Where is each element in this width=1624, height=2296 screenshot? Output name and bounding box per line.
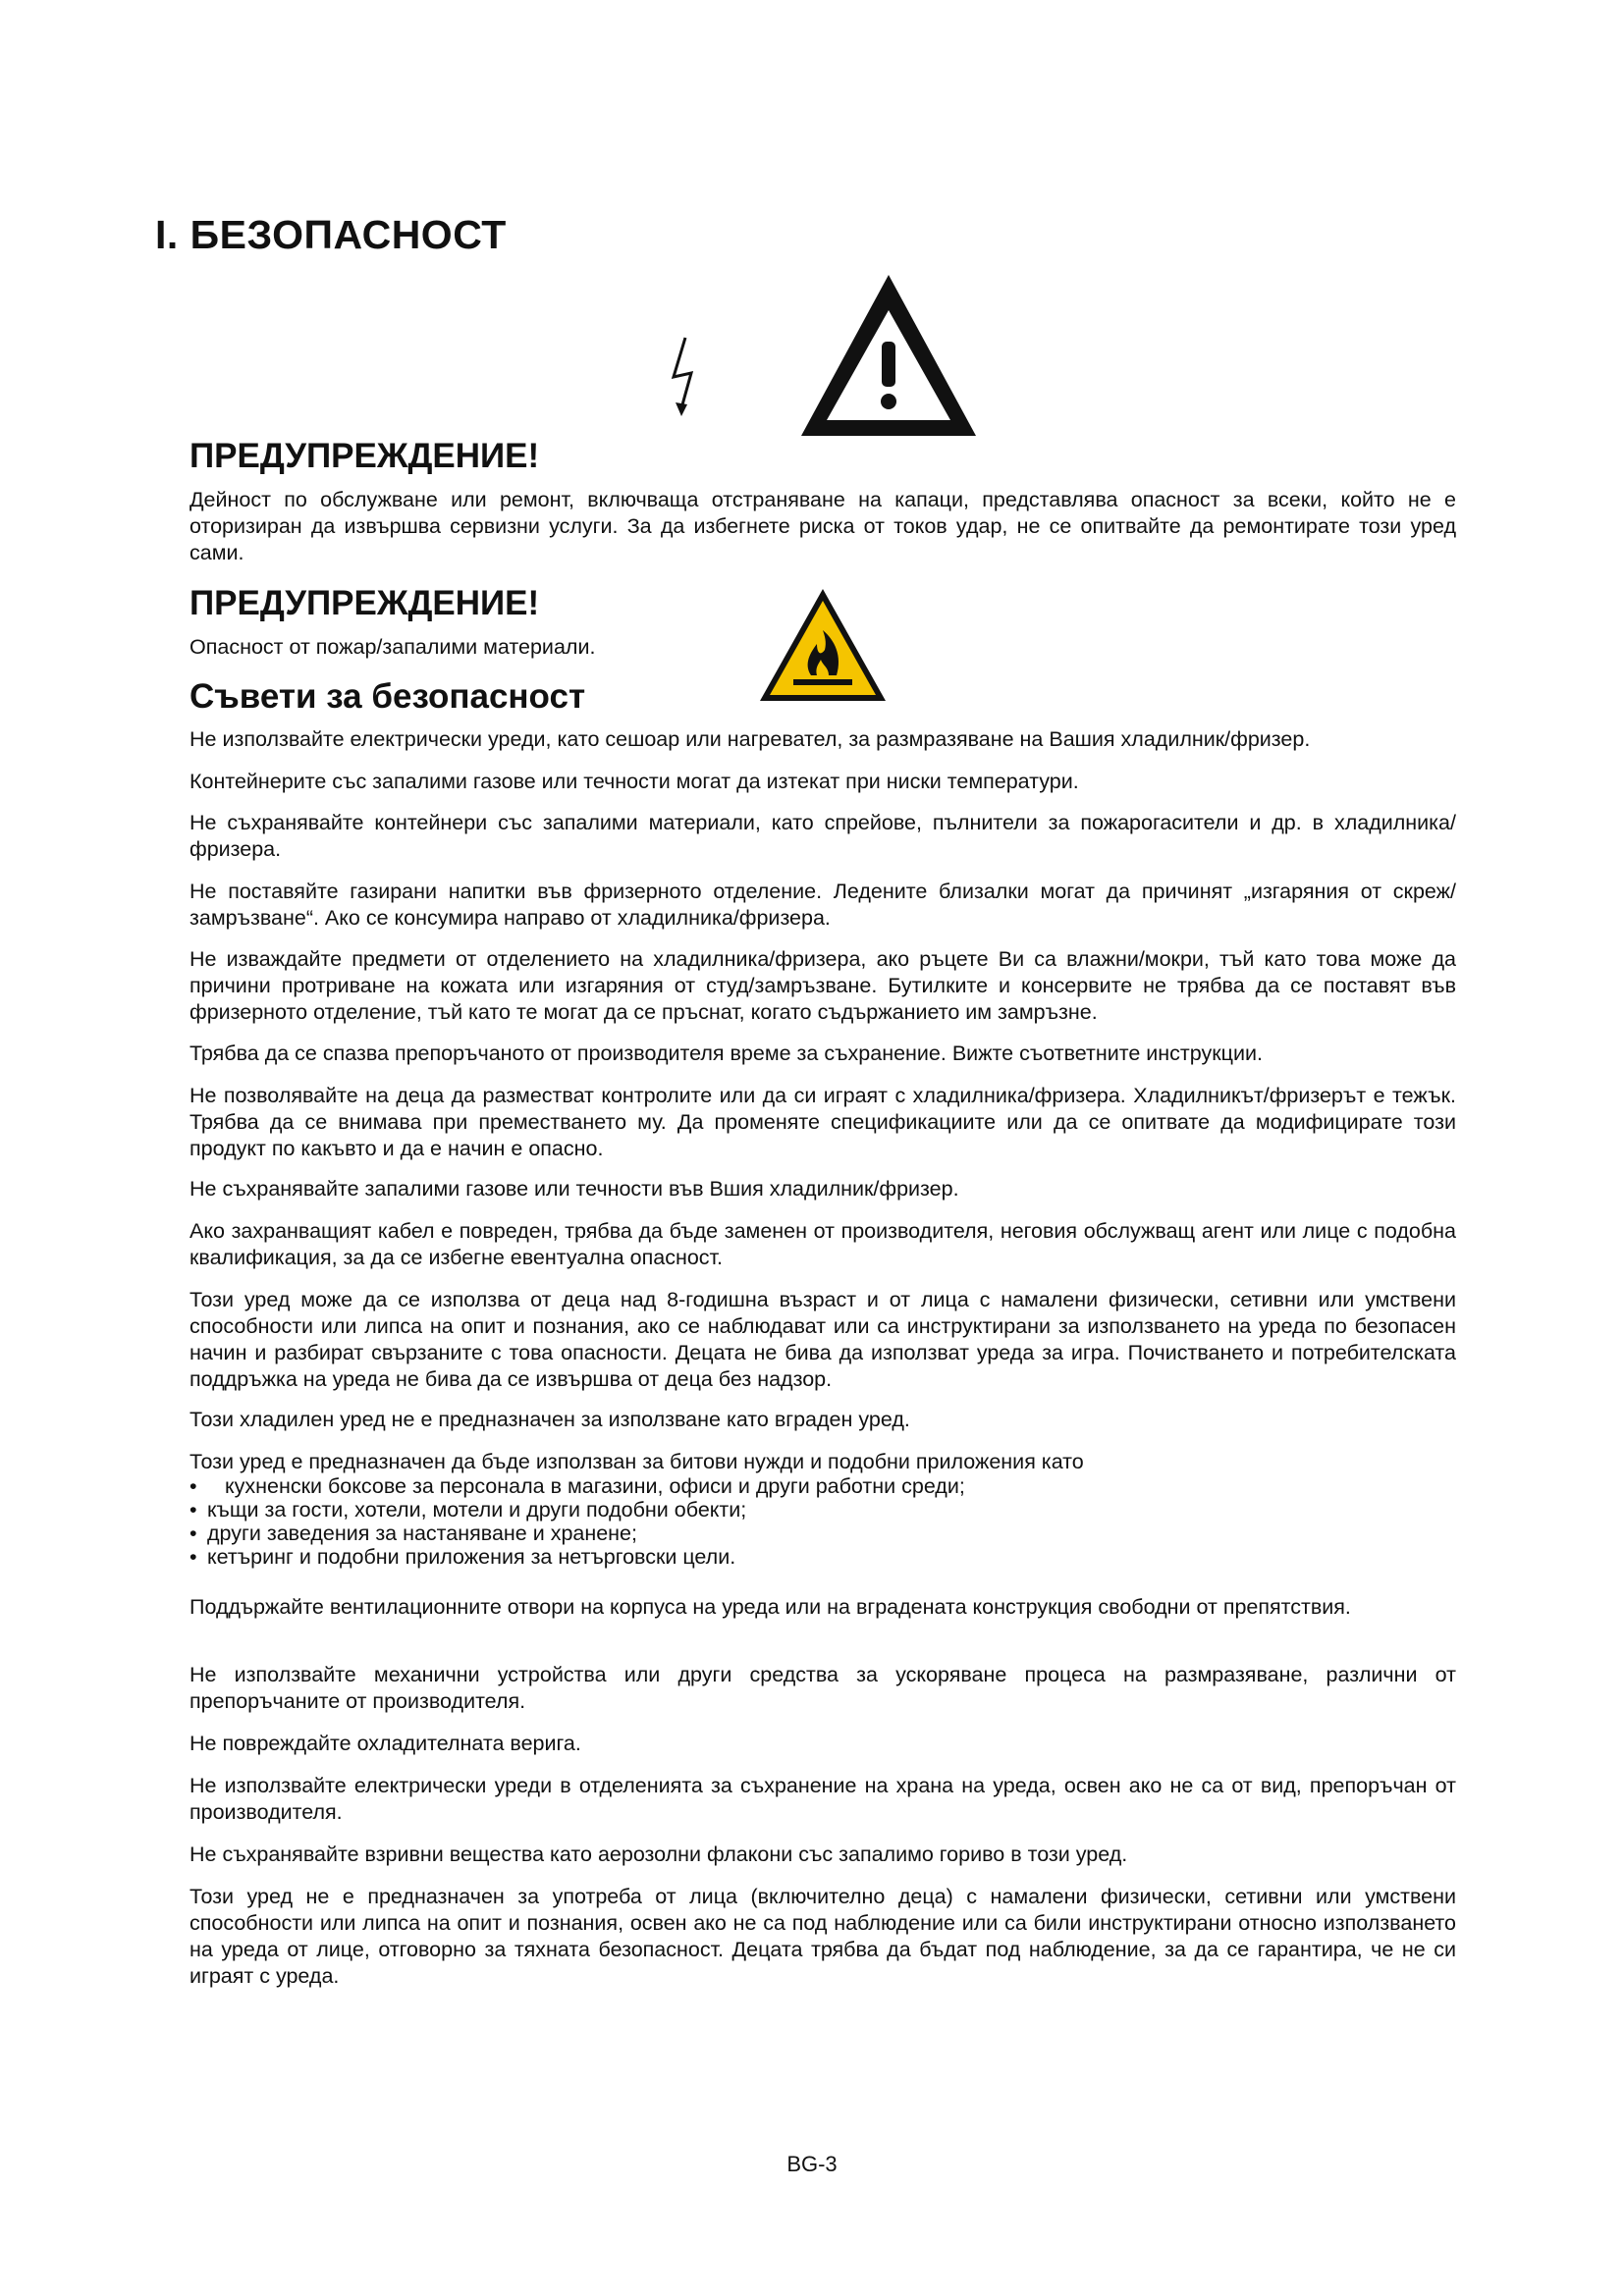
list-item: • кухненски боксове за персонала в магазини, офиси и други работни среди; xyxy=(189,1474,965,1498)
tip-paragraph: Не съхранявайте контейнери със запалими материали, като спрейове, пълнители за пожарогасители и др. в хладилника/фризера. xyxy=(189,811,1456,861)
tip-paragraph: Не съхранявайте запалими газове или течности във Вшия хладилник/фризер. xyxy=(189,1177,959,1201)
tip-paragraph: Трябва да се спазва препоръчаното от производителя време за съхранение. Вижте съответните инструкции. xyxy=(189,1041,1263,1065)
tip-paragraph: Този уред не е предназначен за употреба от лица (включително деца) с намалени физически, сетивни или умствени способности или липса на опит и познания, освен ако не са под наблюдение или са били инструктирани относно използването на уреда от лице, отговорно за тяхната безопасност. Децата трябва да бъдат под наблюдение, за да се гарантира, че не си играят с уреда. xyxy=(189,1885,1456,1988)
tip-paragraph: Не използвайте механични устройства или други средства за ускоряване процеса на размразяване, различни от препоръчаните от производителя. xyxy=(189,1663,1456,1713)
lightning-icon xyxy=(666,334,701,418)
tip-paragraph: Не поставяйте газирани напитки във фризерното отделение. Ледените близалки могат да причинят „изгаряния от скреж/замръзване“. Ако се консумира направо от хладилника/фризера. xyxy=(189,880,1456,930)
tip-paragraph: Не позволявайте на деца да разместват контролите или да си играят с хладилника/фризера. Хладилникът/фризерът е тежък. Трябва да се внимава при преместването му. Да променяте спецификациите или да се опитвате да модифицирате този продукт по какъвто и да е начин е опасно. xyxy=(189,1084,1456,1160)
safety-tips-heading: Съвети за безопасност xyxy=(189,677,586,716)
tip-paragraph: Този уред е предназначен да бъде използван за битови нужди и подобни приложения като xyxy=(189,1450,1084,1473)
warning-heading: ПРЕДУПРЕЖДЕНИЕ! xyxy=(189,437,540,475)
tip-paragraph: Ако захранващият кабел е повреден, трябва да бъде заменен от производителя, неговия обслужващ агент или лице с подобна квалификация, за да се избегне евентуална опасност. xyxy=(189,1219,1456,1269)
page-title: I. БЕЗОПАСНОСТ xyxy=(155,212,507,257)
bullet-icon: • xyxy=(189,1498,197,1522)
bullet-icon: • xyxy=(189,1522,197,1545)
tip-paragraph: Не повреждайте охладителната верига. xyxy=(189,1732,581,1755)
exclamation-warning-icon xyxy=(797,271,980,440)
tip-paragraph: Този хладилен уред не е предназначен за използване като вграден уред. xyxy=(189,1408,910,1431)
warning-text: Опасност от пожар/запалими материали. xyxy=(189,635,596,659)
tip-paragraph: Поддържайте вентилационните отвори на корпуса на уреда или на вградената конструкция свободни от препятствия. xyxy=(189,1595,1351,1619)
warning-text: Дейност по обслужване или ремонт, включваща отстраняване на капаци, представлява опасност за всеки, който не е оторизиран да извършва сервизни услуги. За да избегнете риска от токов удар, не се опитвайте да ремонтирате този уред сами. xyxy=(189,488,1456,564)
tip-paragraph: Контейнерите със запалими газове или течности могат да изтекат при ниски температури. xyxy=(189,770,1079,793)
list-item: • къщи за гости, хотели, мотели и други подобни обекти; xyxy=(189,1498,747,1522)
flammable-warning-icon xyxy=(756,585,890,705)
warning-heading: ПРЕДУПРЕЖДЕНИЕ! xyxy=(189,584,540,622)
bullet-icon: • xyxy=(189,1545,197,1569)
tip-paragraph: Не използвайте електрически уреди в отделенията за съхранение на храна на уреда, освен ако не са от вид, препоръчан от производителя. xyxy=(189,1774,1456,1824)
bullet-icon: • xyxy=(189,1474,197,1498)
page-number: BG-3 xyxy=(786,2152,838,2176)
tip-paragraph: Не използвайте електрически уреди, като сешоар или нагревател, за размразяване на Вашия хладилник/фризер. xyxy=(189,727,1311,751)
list-item: • кетъринг и подобни приложения за нетърговски цели. xyxy=(189,1545,736,1569)
tip-paragraph: Не съхранявайте взривни вещества като аерозолни флакони със запалимо гориво в този уред. xyxy=(189,1842,1128,1866)
list-item: • други заведения за настаняване и хранене; xyxy=(189,1522,637,1545)
tip-paragraph: Не изваждайте предмети от отделението на хладилника/фризера, ако ръцете Ви са влажни/мокри, тъй като това може да причини протриване на кожата или изгаряния от студ/замръзване. Бутилките и консервите не трябва да се поставят във фризерното отделение, тъй като те могат да се пръснат, когато съдържанието им замръзне. xyxy=(189,947,1456,1024)
tip-paragraph: Този уред може да се използва от деца над 8-годишна възраст и от лица с намалени физически, сетивни или умствени способности или липса на опит и познания, ако се наблюдават или са инструктирани за използването на уреда по безопасен начин и разбират свързаните с това опасности. Децата не бива да използват уреда за игра. Почистването и потребителската поддръжка на уреда не бива да се извършва от деца без надзор. xyxy=(189,1288,1456,1391)
usage-list xyxy=(189,1474,1456,1569)
